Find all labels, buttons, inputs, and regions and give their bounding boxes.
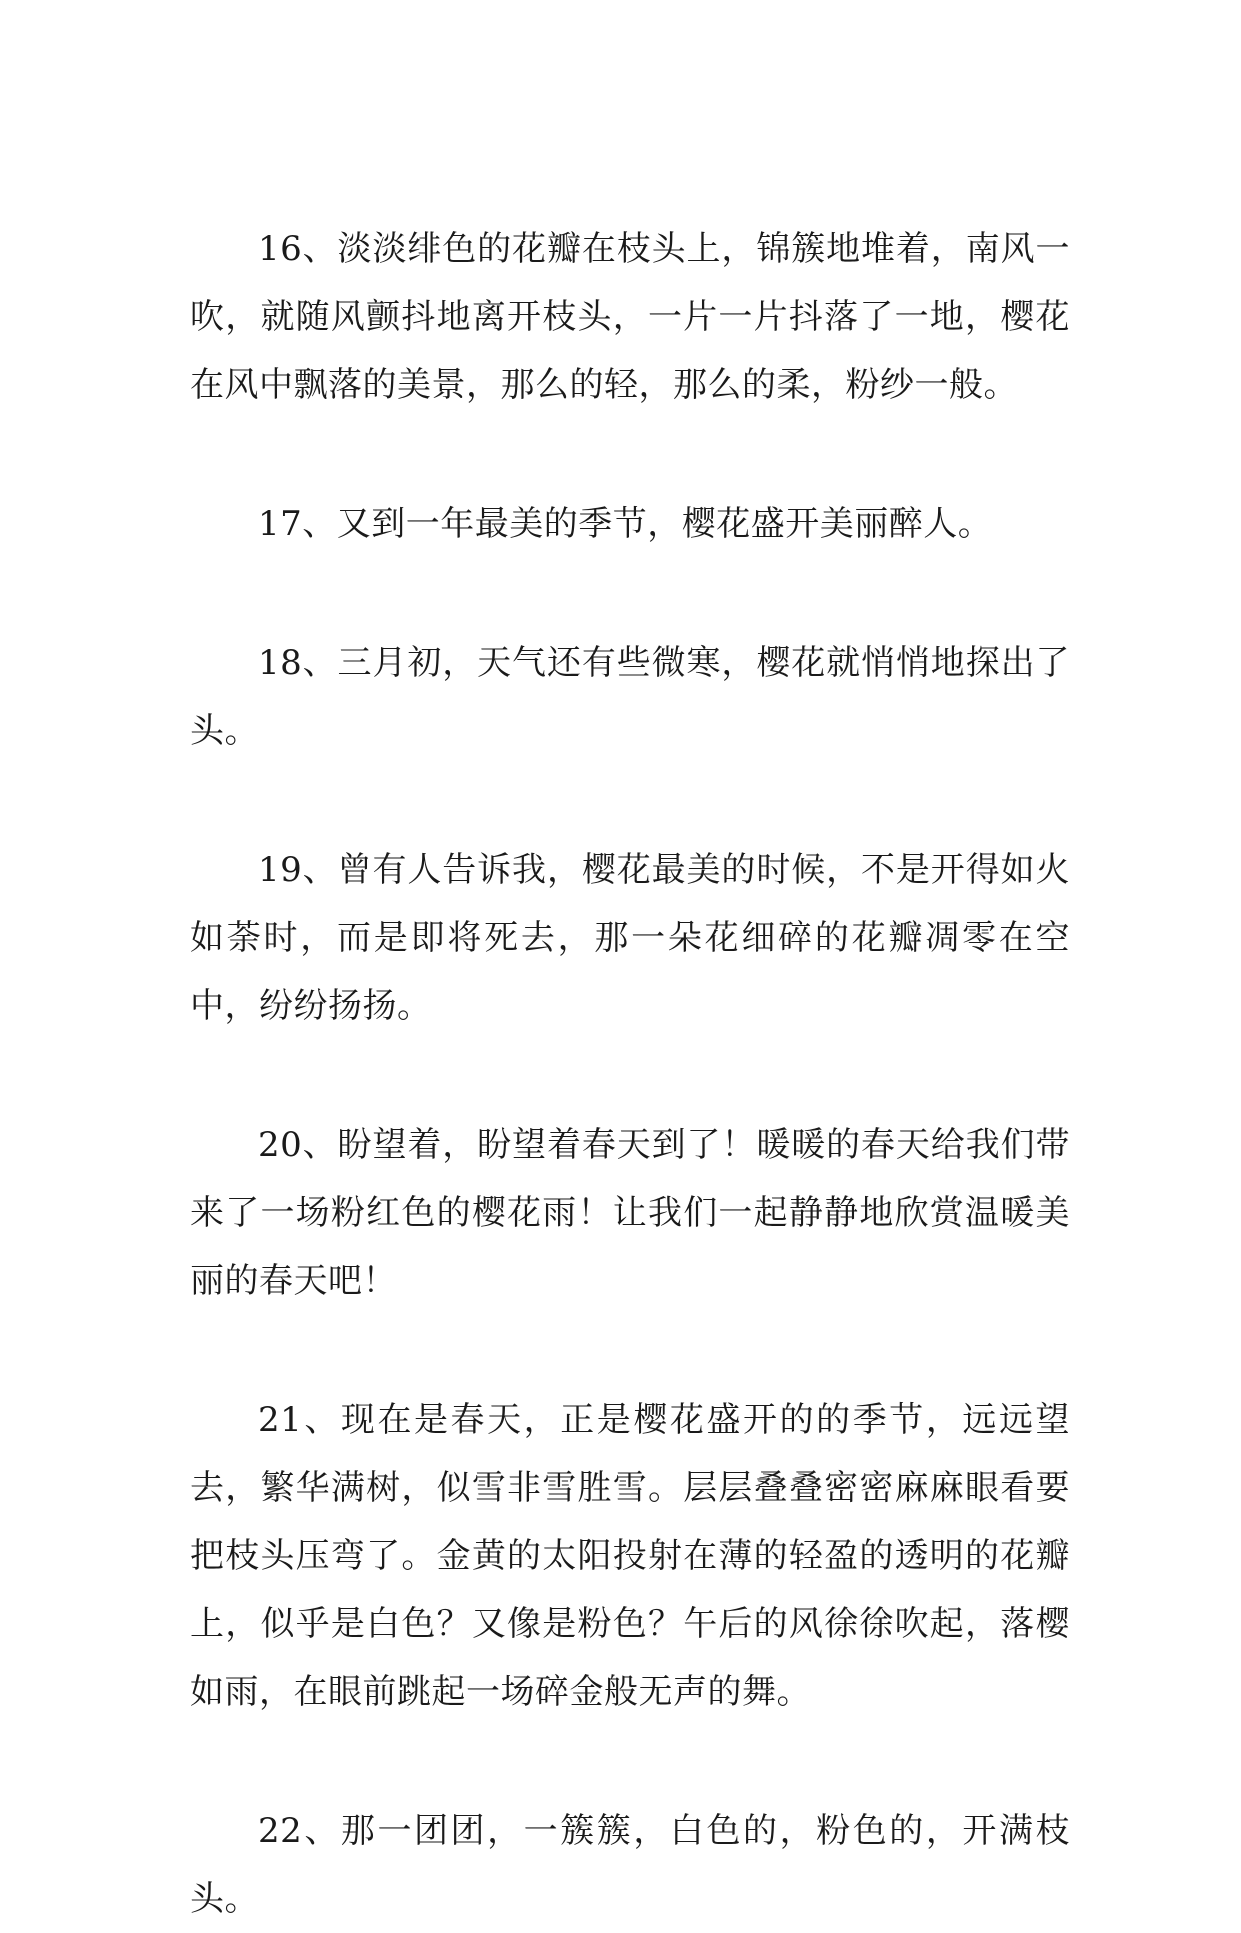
paragraph-21: 21、现在是春天，正是樱花盛开的的季节，远远望去，繁华满树，似雪非雪胜雪。层层叠叠密密麻麻眼看要把枝头压弯了。金黄的太阳投射在薄的轻盈的透明的花瓣上，似乎是白色？又像是粉色？午后的风徐徐吹起，落樱如雨，在眼前跳起一场碎金般无声的舞。 [190,1400,1070,1712]
paragraph-17: 17、又到一年最美的季节，樱花盛开美丽醉人。 [258,504,993,544]
paragraph-19: 19、曾有人告诉我，樱花最美的时候，不是开得如火如荼时，而是即将死去，那一朵花细碎的花瓣凋零在空中，纷纷扬扬。 [190,850,1070,1026]
paragraph-22: 22、那一团团，一簇簇，白色的，粉色的，开满枝头。 [190,1811,1070,1919]
paragraph-20: 20、盼望着，盼望着春天到了！暖暖的春天给我们带来了一场粉红色的樱花雨！让我们一起静静地欣赏温暖美丽的春天吧！ [190,1125,1070,1301]
paragraph-18: 18、三月初，天气还有些微寒，樱花就悄悄地探出了头。 [190,643,1070,751]
document-body [190,215,1070,1933]
paragraph-16: 16、淡淡绯色的花瓣在枝头上，锦簇地堆着，南风一吹，就随风颤抖地离开枝头，一片一片抖落了一地，樱花在风中飘落的美景，那么的轻，那么的柔，粉纱一般。 [190,229,1070,405]
